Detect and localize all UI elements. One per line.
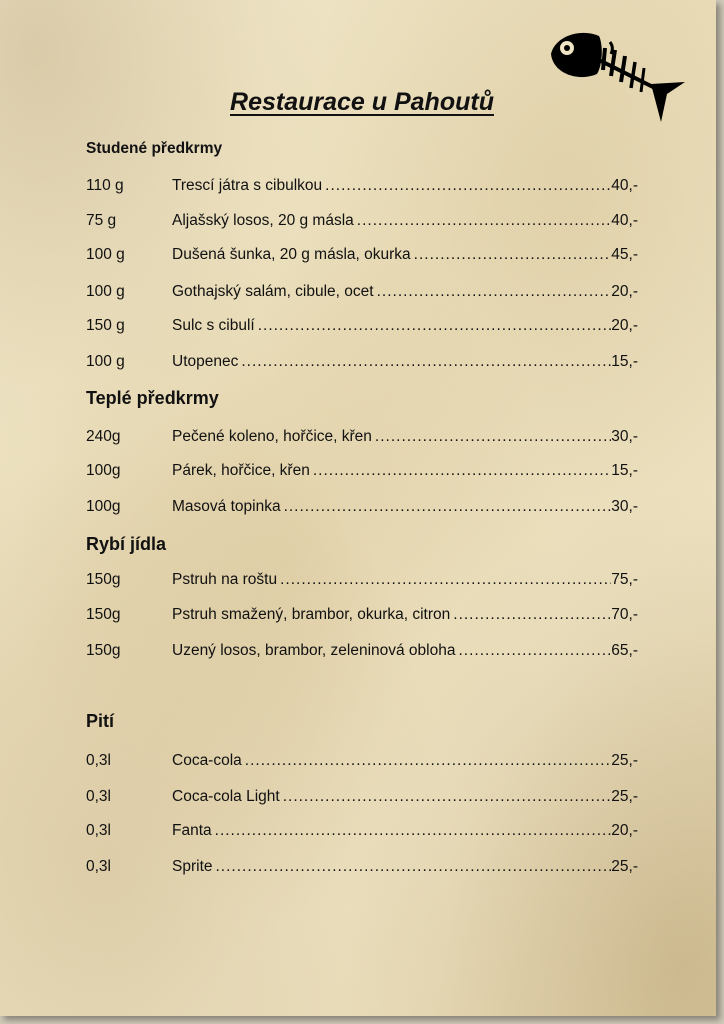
menu-item xyxy=(86,210,638,232)
item-quantity: 0,3l xyxy=(86,752,111,769)
item-quantity: 100g xyxy=(86,498,121,515)
item-price: 15,- xyxy=(611,462,638,479)
leader-dots xyxy=(245,750,612,772)
menu-item xyxy=(86,856,638,878)
item-quantity: 150g xyxy=(86,642,121,659)
leader-dots xyxy=(216,856,612,878)
leader-dots xyxy=(375,426,611,448)
leader-dots xyxy=(458,640,611,662)
item-price: 20,- xyxy=(611,283,638,300)
item-price: 20,- xyxy=(611,317,638,334)
menu-item xyxy=(86,640,638,662)
item-name: Gothajský salám, cibule, ocet xyxy=(172,283,374,300)
item-quantity: 240g xyxy=(86,428,121,445)
item-quantity: 0,3l xyxy=(86,788,111,805)
item-price: 25,- xyxy=(611,858,638,875)
item-price: 15,- xyxy=(611,353,638,370)
item-price: 40,- xyxy=(611,212,638,229)
leader-dots xyxy=(325,175,611,197)
item-quantity: 100g xyxy=(86,462,121,479)
menu-item xyxy=(86,820,638,842)
item-price: 70,- xyxy=(611,606,638,623)
item-quantity: 100 g xyxy=(86,283,125,300)
item-name: Pstruh na roštu xyxy=(172,571,278,588)
leader-dots xyxy=(313,460,611,482)
item-name: Coca-cola xyxy=(172,752,242,769)
item-name: Masová topinka xyxy=(172,498,281,515)
menu-item xyxy=(86,496,638,518)
menu-item xyxy=(86,604,638,626)
menu-item xyxy=(86,750,638,772)
item-name: Párek, hořčice, křen xyxy=(172,462,310,479)
menu-item xyxy=(86,281,638,303)
item-price: 20,- xyxy=(611,822,638,839)
item-price: 25,- xyxy=(611,752,638,769)
menu-item xyxy=(86,460,638,482)
item-quantity: 0,3l xyxy=(86,822,111,839)
leader-dots xyxy=(283,786,612,808)
section-title: Studené předkrmy xyxy=(86,140,223,157)
leader-dots xyxy=(284,496,612,518)
item-price: 30,- xyxy=(611,498,638,515)
leader-dots xyxy=(357,210,612,232)
item-price: 30,- xyxy=(611,428,638,445)
item-quantity: 100 g xyxy=(86,246,125,263)
section-title: Pití xyxy=(86,711,115,731)
item-price: 25,- xyxy=(611,788,638,805)
item-price: 65,- xyxy=(611,642,638,659)
item-quantity: 150g xyxy=(86,571,121,588)
item-name: Dušená šunka, 20 g másla, okurka xyxy=(172,246,411,263)
item-name: Pstruh smažený, brambor, okurka, citron xyxy=(172,606,451,623)
menu-item xyxy=(86,244,638,266)
leader-dots xyxy=(215,820,612,842)
item-quantity: 100 g xyxy=(86,353,125,370)
item-name: Sprite xyxy=(172,858,213,875)
item-price: 75,- xyxy=(611,571,638,588)
menu-item xyxy=(86,426,638,448)
item-quantity: 150g xyxy=(86,606,121,623)
leader-dots xyxy=(414,244,612,266)
item-name: Fanta xyxy=(172,822,212,839)
menu-item xyxy=(86,175,638,197)
leader-dots xyxy=(377,281,612,303)
item-name: Pečené koleno, hořčice, křen xyxy=(172,428,372,445)
leader-dots xyxy=(280,569,611,591)
menu-item xyxy=(86,315,638,337)
menu-item xyxy=(86,569,638,591)
section-title: Teplé předkrmy xyxy=(86,388,219,408)
section-title: Rybí jídla xyxy=(86,534,167,554)
item-price: 45,- xyxy=(611,246,638,263)
item-name: Uzený losos, brambor, zeleninová obloha xyxy=(172,642,456,659)
item-name: Coca-cola Light xyxy=(172,788,280,805)
item-name: Trescí játra s cibulkou xyxy=(172,177,323,194)
item-name: Utopenec xyxy=(172,353,239,370)
item-quantity: 110 g xyxy=(86,177,124,194)
item-name: Aljašský losos, 20 g másla xyxy=(172,212,354,229)
item-quantity: 0,3l xyxy=(86,858,111,875)
item-name: Sulc s cibulí xyxy=(172,317,255,334)
page-title: Restaurace u Pahoutů xyxy=(230,88,494,116)
leader-dots xyxy=(241,351,611,373)
item-quantity: 150 g xyxy=(86,317,125,334)
item-quantity: 75 g xyxy=(86,212,117,229)
leader-dots xyxy=(453,604,611,626)
menu-item xyxy=(86,786,638,808)
menu-item xyxy=(86,351,638,373)
leader-dots xyxy=(258,315,612,337)
item-price: 40,- xyxy=(611,177,638,194)
